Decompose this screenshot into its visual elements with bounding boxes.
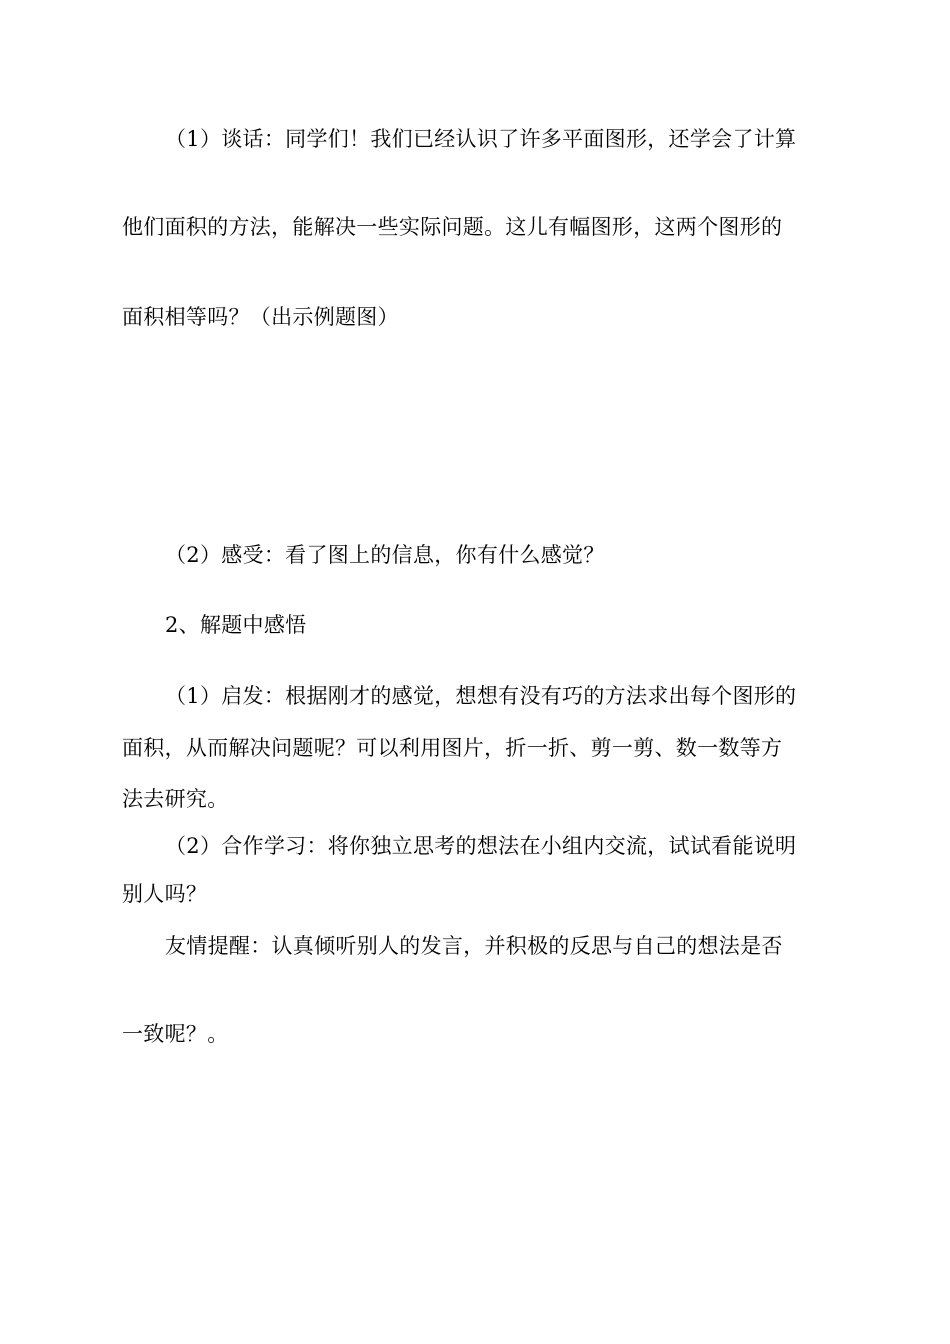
paragraph-line: 一致呢？。 <box>122 1022 229 1046</box>
section-heading-text: 2、解题中感悟 <box>165 613 307 637</box>
paragraph-line: （1）谈话：同学们！我们已经认识了许多平面图形，还学会了计算 <box>165 127 797 151</box>
paragraph-line: 法去研究。 <box>122 787 229 811</box>
paragraph-line: 别人吗？ <box>122 882 208 906</box>
paragraph-line: （1）启发：根据刚才的感觉，想想有没有巧的方法求出每个图形的 <box>165 684 797 708</box>
paragraph-line: 友情提醒：认真倾听别人的发言，并积极的反思与自己的想法是否 <box>165 934 783 958</box>
paragraph-line: 面积相等吗？（出示例题图） <box>122 305 399 329</box>
paragraph-line: 他们面积的方法，能解决一些实际问题。这儿有幅图形，这两个图形的 <box>122 215 783 239</box>
paragraph-line: （2）合作学习：将你独立思考的想法在小组内交流，试试看能说明 <box>165 834 797 858</box>
paragraph-line: （2）感受：看了图上的信息，你有什么感觉？ <box>165 543 605 567</box>
paragraph-line: 面积，从而解决问题呢？可以利用图片，折一折、剪一剪、数一数等方 <box>122 736 783 760</box>
